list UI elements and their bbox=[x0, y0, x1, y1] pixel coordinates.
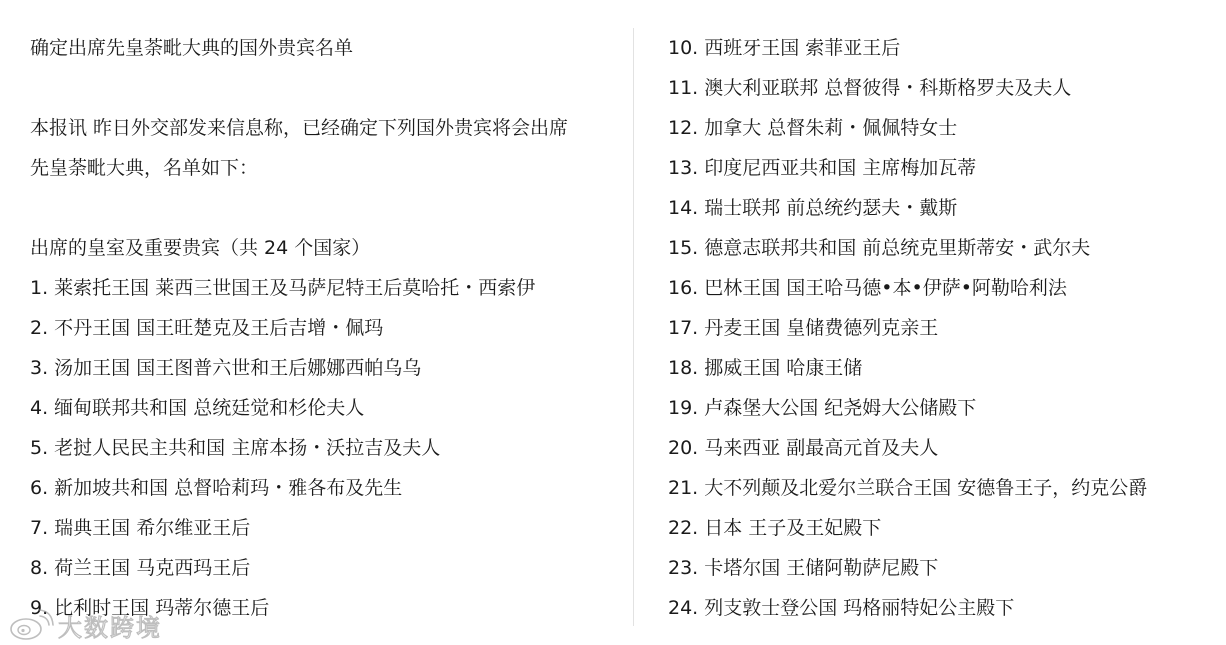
list-item: 23. 卡塔尔国 王储阿勒萨尼殿下 bbox=[668, 557, 939, 579]
section-heading: 出席的皇室及重要贵宾（共 24 个国家） bbox=[30, 237, 371, 259]
watermark bbox=[8, 608, 162, 642]
list-item: 12. 加拿大 总督朱莉・佩佩特女士 bbox=[668, 117, 958, 139]
list-item: 17. 丹麦王国 皇储费德列克亲王 bbox=[668, 317, 939, 339]
list-item: 22. 日本 王子及王妃殿下 bbox=[668, 517, 882, 539]
list-item: 19. 卢森堡大公国 纪尧姆大公储殿下 bbox=[668, 397, 977, 419]
list-item: 4. 缅甸联邦共和国 总统廷觉和杉伦夫人 bbox=[30, 397, 365, 419]
list-item: 1. 莱索托王国 莱西三世国王及马萨尼特王后莫哈托・西索伊 bbox=[30, 277, 536, 299]
list-item: 21. 大不列颠及北爱尔兰联合王国 安德鲁王子，约克公爵 bbox=[668, 477, 1148, 499]
column-divider bbox=[633, 28, 634, 626]
list-item: 6. 新加坡共和国 总督哈莉玛・雅各布及先生 bbox=[30, 477, 403, 499]
document-title: 确定出席先皇荼毗大典的国外贵宾名单 bbox=[30, 37, 354, 59]
weibo-icon bbox=[8, 608, 54, 642]
watermark-text: 大数跨境 bbox=[58, 613, 162, 642]
list-item: 2. 不丹王国 国王旺楚克及王后吉增・佩玛 bbox=[30, 317, 384, 339]
list-item: 20. 马来西亚 副最高元首及夫人 bbox=[668, 437, 939, 459]
list-item: 16. 巴林王国 国王哈马德•本•伊萨•阿勒哈利法 bbox=[668, 277, 1067, 299]
list-item: 3. 汤加王国 国王图普六世和王后娜娜西帕乌乌 bbox=[30, 357, 422, 379]
list-item: 7. 瑞典王国 希尔维亚王后 bbox=[30, 517, 251, 539]
intro-line-1: 本报讯 昨日外交部发来信息称，已经确定下列国外贵宾将会出席 bbox=[30, 117, 569, 139]
list-item: 15. 德意志联邦共和国 前总统克里斯蒂安・武尔夫 bbox=[668, 237, 1091, 259]
list-item: 18. 挪威王国 哈康王储 bbox=[668, 357, 863, 379]
intro-line-2: 先皇荼毗大典，名单如下： bbox=[30, 157, 259, 179]
list-item: 14. 瑞士联邦 前总统约瑟夫・戴斯 bbox=[668, 197, 958, 219]
list-item: 24. 列支敦士登公国 玛格丽特妃公主殿下 bbox=[668, 597, 1015, 619]
list-item: 13. 印度尼西亚共和国 主席梅加瓦蒂 bbox=[668, 157, 977, 179]
list-item: 5. 老挝人民民主共和国 主席本扬・沃拉吉及夫人 bbox=[30, 437, 441, 459]
list-item: 8. 荷兰王国 马克西玛王后 bbox=[30, 557, 251, 579]
list-item: 11. 澳大利亚联邦 总督彼得・科斯格罗夫及夫人 bbox=[668, 77, 1072, 99]
list-item: 9. 比利时王国 玛蒂尔德王后 bbox=[30, 597, 270, 619]
list-item: 10. 西班牙王国 索菲亚王后 bbox=[668, 37, 901, 59]
